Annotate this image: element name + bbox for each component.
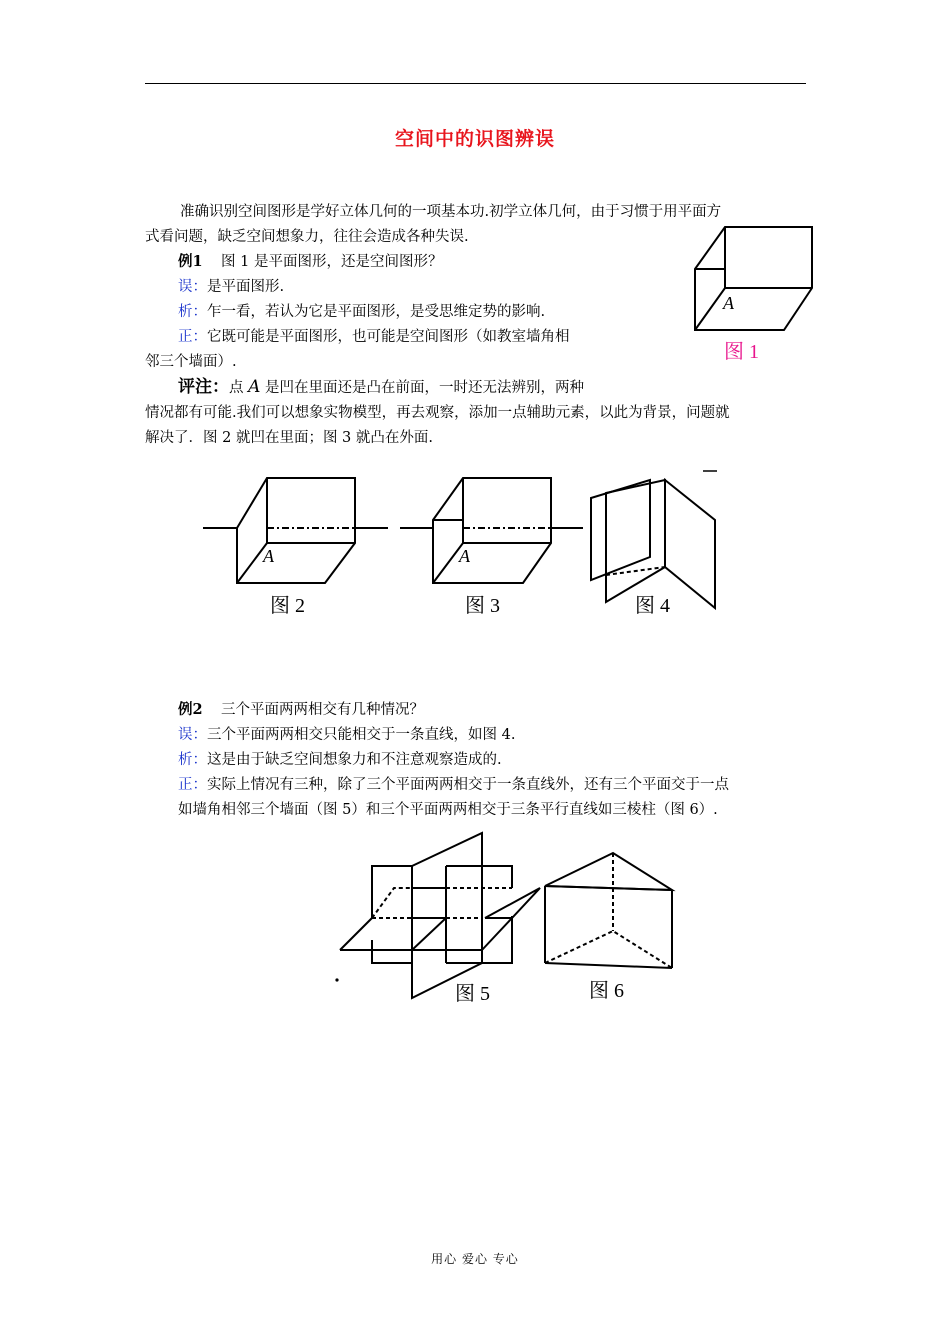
fig1-edge-bottom	[695, 288, 812, 330]
example2-correct-line-2: 如墙角相邻三个墙面（图 5）和三个平面两两相交于三条平行直线如三棱柱（图 6）.	[178, 802, 718, 818]
note-text-a: 点	[229, 380, 249, 396]
wrong-text-2: 三个平面两两相交只能相交于一条直线，如图 4.	[207, 727, 516, 743]
correct-text-2: 实际上情况有三种，除了三个平面两两相交于一条直线外，还有三个平面交于一点	[207, 777, 729, 793]
fig1-caption: 图 1	[724, 341, 759, 363]
fig5-caption: 图 5	[455, 983, 490, 1005]
fig3-caption: 图 3	[465, 595, 500, 617]
correct-text: 它既可能是平面图形，也可能是空间图形（如教室墙角相	[207, 329, 570, 345]
intro-line-1: 准确识别空间图形是学好立体几何的一项基本功.初学立体几何，由于习惯于用平面方	[180, 204, 722, 220]
example2-correct	[178, 773, 729, 797]
figures-2-3-4	[195, 465, 730, 625]
analysis-text-2: 这是由于缺乏空间想象力和不注意观察造成的.	[207, 752, 502, 768]
fig3-point-label: A	[459, 546, 470, 566]
correct-label: 正：	[178, 329, 207, 345]
stray-dot	[335, 978, 338, 981]
note-text-b: 是凹在里面还是凸在前面，一时还无法辨别，两种	[260, 380, 584, 396]
example1-label: 例1	[178, 253, 203, 270]
analysis-text: 乍一看，若认为它是平面图形，是受思维定势的影响.	[207, 304, 546, 320]
header-rule	[145, 83, 806, 84]
wrong-label-2: 误：	[178, 727, 207, 743]
figures-5-6	[330, 828, 680, 1013]
wrong-text: 是平面图形.	[207, 279, 285, 295]
figure-2	[203, 478, 388, 583]
figure-4	[591, 471, 717, 608]
example2-analysis	[178, 748, 502, 772]
figure-1	[680, 215, 820, 370]
note-point: A	[248, 377, 261, 397]
example1-correct	[178, 325, 570, 349]
fig1-point-label: A	[723, 293, 734, 313]
fig4-caption: 图 4	[635, 595, 670, 617]
note-line-2: 情况都有可能.我们可以想象实物模型，再去观察，添加一点辅助元素，以此为背景，问题就	[145, 405, 730, 421]
wrong-label: 误：	[178, 279, 207, 295]
page-title: 空间中的识图辨误	[394, 128, 555, 150]
analysis-label-2: 析：	[178, 752, 207, 768]
example1-correct-line-2: 邻三个墙面）.	[145, 354, 237, 370]
example2-line	[178, 698, 424, 722]
example1-wrong	[178, 275, 284, 299]
correct-label-2: 正：	[178, 777, 207, 793]
example2-wrong	[178, 723, 515, 747]
note-label: 评注：	[178, 377, 229, 397]
analysis-label: 析：	[178, 304, 207, 320]
example1-analysis	[178, 300, 545, 324]
figure-6	[545, 853, 672, 968]
fig2-caption: 图 2	[270, 595, 305, 617]
intro-line-2: 式看问题，缺乏空间想象力，往往会造成各种失误.	[145, 229, 469, 245]
fig6-caption: 图 6	[589, 980, 624, 1002]
example1-line	[178, 250, 442, 274]
example2-question: 三个平面两两相交有几种情况？	[221, 702, 425, 718]
example2-label: 例2	[178, 701, 203, 718]
figure-3	[400, 478, 583, 583]
figure-5	[340, 833, 540, 998]
example1-question: 图 1 是平面图形，还是空间图形？	[221, 254, 443, 270]
page-footer: 用心 爱心 专心	[431, 1252, 519, 1266]
note-line-1	[178, 375, 584, 400]
fig1-outline	[695, 227, 812, 330]
fig2-point-label: A	[263, 546, 274, 566]
note-line-3: 解决了．图 2 就凹在里面；图 3 就凸在外面.	[145, 430, 433, 446]
